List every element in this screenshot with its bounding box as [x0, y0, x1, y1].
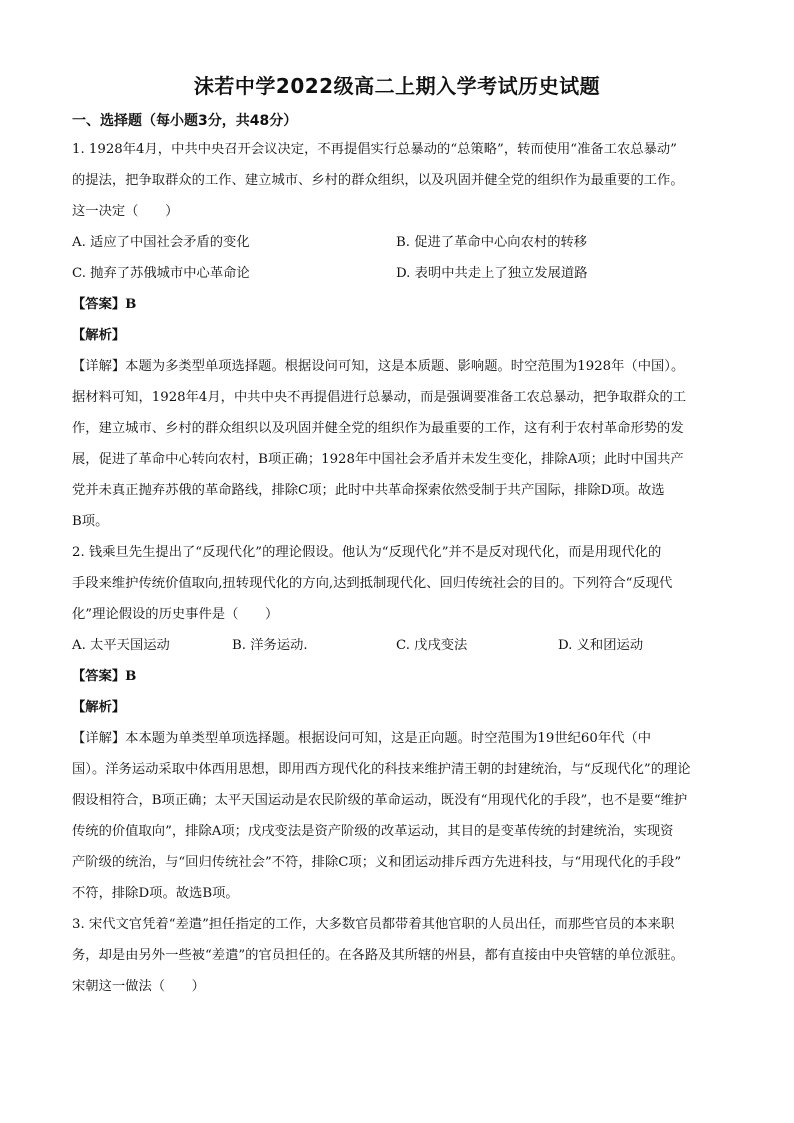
question-2-options [72, 630, 732, 661]
detail-line: 国）。洋务运动采取中体西用思想，即用西方现代化的科技来维护清王朝的封建统治，与“反现代化”的理论 [72, 762, 691, 777]
stem-line: 的提法，把争取群众的工作、建立城市、乡村的群众组织，以及巩固并健全党的组织作为最重要的工作。 [72, 173, 684, 188]
question-1-options [72, 227, 732, 289]
exam-title: 沫若中学2022级高二上期入学考试历史试题 [193, 74, 601, 98]
question-1-stem [72, 134, 732, 227]
stem-line: 宋朝这一做法（ ） [72, 979, 205, 994]
question-1-detail [72, 351, 732, 537]
option-b: B. 洋务运动. [232, 638, 308, 653]
detail-line: 【详解】本本题为单类型单项选择题。根据设问可知，这是正向题。时空范围为19世纪60年代（中 [72, 731, 652, 746]
stem-line: 这一决定（ ） [72, 204, 179, 219]
detail-line: B项。 [72, 514, 109, 529]
detail-line: 【详解】本题为多类型单项选择题。根据设问可知，这是本质题、影响题。时空范围为1928年（中国）。 [72, 359, 685, 374]
stem-line: 手段来维护传统价值取向,扭转现代化的方向,达到抵制现代化、回归传统社会的目的。下列符合“反现代 [72, 576, 673, 591]
option-b: B. 促进了革命中心向农村的转移 [396, 235, 588, 250]
option-a: A. 适应了中国社会矛盾的变化 [72, 235, 250, 250]
detail-line: 据材料可知，1928年4月，中共中央不再提倡进行总暴动，而是强调要准备工农总暴动，把争取群众的工 [72, 390, 687, 405]
option-c: C. 抛弃了苏俄城市中心革命论 [72, 266, 250, 281]
detail-line: 作，建立城市、乡村的群众组织以及巩固并健全党的组织作为最重要的工作，这有利于农村革命形势的发 [72, 421, 684, 436]
question-2-detail [72, 723, 732, 909]
analysis-label: 【解析】 [72, 328, 126, 343]
option-c: C. 戊戌变法 [396, 638, 468, 653]
stem-line: 2. 钱乘旦先生提出了“反现代化”的理论假设。他认为“反现代化”并不是反对现代化，而是用现代化的 [72, 545, 662, 560]
detail-line: 传统的价值取向”，排除A项；戊戌变法是资产阶级的改革运动，其目的是变革传统的封建统治，实现资 [72, 824, 674, 839]
option-d: D. 义和团运动 [558, 638, 644, 653]
section-heading: 一、选择题（每小题3分，共48分） [72, 113, 298, 129]
question-3-stem [72, 909, 732, 1002]
stem-line: 1. 1928年4月，中共中央召开会议决定，不再提倡实行总暴动的“总策略”，转而使用“准备工农总暴动” [72, 142, 677, 157]
detail-line: 假设相符合，B项正确；太平天国运动是农民阶级的革命运动，既没有“用现代化的手段”，也不是要“维护 [72, 793, 688, 808]
stem-line: 化”理论假设的历史事件是（ ） [72, 607, 279, 622]
option-a: A. 太平天国运动 [72, 638, 170, 653]
detail-line: 党并未真正抛弃苏俄的革命路线，排除C项；此时中共革命探索依然受制于共产国际，排除D项。故选 [72, 483, 665, 498]
option-d: D. 表明中共走上了独立发展道路 [396, 266, 588, 281]
stem-line: 务，却是由另外一些被“差遣”的官员担任的。在各路及其所辖的州县，都有直接由中央管辖的单位派驻。 [72, 948, 684, 963]
detail-line: 产阶级的统治，与“回归传统社会”不符，排除C项；义和团运动排斥西方先进科技，与“用现代化的手段” [72, 855, 682, 870]
detail-line: 展，促进了革命中心转向农村，B项正确；1928年中国社会矛盾并未发生变化，排除A项；此时中国共产 [72, 452, 684, 467]
analysis-label: 【解析】 [72, 700, 126, 715]
answer-label: 【答案】B [72, 669, 137, 684]
stem-line: 3. 宋代文官凭着“差遣”担任指定的工作，大多数官员都带着其他官职的人员出任，而那些官员的本来职 [72, 917, 675, 932]
question-2-stem [72, 537, 732, 630]
detail-line: 不符，排除D项。故选B项。 [72, 886, 239, 901]
answer-label: 【答案】B [72, 297, 137, 312]
